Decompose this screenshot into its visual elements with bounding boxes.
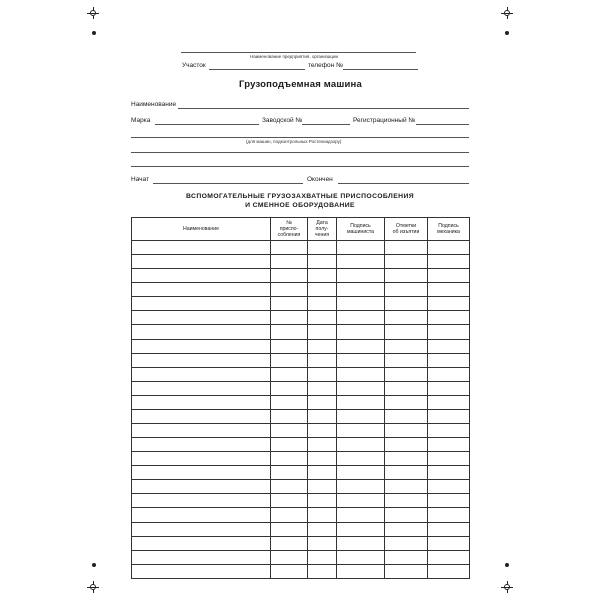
table-cell[interactable] xyxy=(385,339,428,353)
table-cell[interactable] xyxy=(271,452,308,466)
column-header-removal-marks: Отметки об изъятии xyxy=(385,218,428,241)
table-cell[interactable] xyxy=(308,381,337,395)
table-row xyxy=(132,409,470,423)
table-cell[interactable] xyxy=(428,480,470,494)
table-cell[interactable] xyxy=(132,353,271,367)
table-cell[interactable] xyxy=(428,311,470,325)
factory-number-label: Заводской № xyxy=(262,117,303,124)
corner-dot-top-left xyxy=(92,31,96,35)
section-title xyxy=(131,193,469,210)
table-cell[interactable] xyxy=(385,438,428,452)
table-cell[interactable] xyxy=(337,395,385,409)
table-cell[interactable] xyxy=(271,381,308,395)
table-cell[interactable] xyxy=(385,508,428,522)
table-cell[interactable] xyxy=(385,522,428,536)
table-row xyxy=(132,241,470,255)
table-row xyxy=(132,367,470,381)
table-cell[interactable] xyxy=(132,536,271,550)
table-cell[interactable] xyxy=(385,395,428,409)
table-cell[interactable] xyxy=(428,255,470,269)
start-line[interactable] xyxy=(153,183,303,184)
table-row xyxy=(132,424,470,438)
section-title-line2: И СМЕННОЕ ОБОРУДОВАНИЕ xyxy=(245,201,355,209)
column-header-device-number: № приспо- собления xyxy=(271,218,308,241)
table-cell[interactable] xyxy=(132,325,271,339)
table-cell[interactable] xyxy=(428,325,470,339)
table-cell[interactable] xyxy=(428,550,470,564)
table-cell[interactable] xyxy=(132,395,271,409)
table-cell[interactable] xyxy=(271,325,308,339)
table-row xyxy=(132,283,470,297)
table-cell[interactable] xyxy=(271,297,308,311)
table-cell[interactable] xyxy=(337,508,385,522)
table-cell[interactable] xyxy=(337,283,385,297)
column-header-name: Наименование xyxy=(132,218,271,241)
table-row xyxy=(132,269,470,283)
table-cell[interactable] xyxy=(271,564,308,578)
table-cell[interactable] xyxy=(271,311,308,325)
table-cell[interactable] xyxy=(271,438,308,452)
table-cell[interactable] xyxy=(337,480,385,494)
table-cell[interactable] xyxy=(308,395,337,409)
table-cell[interactable] xyxy=(132,297,271,311)
table-cell[interactable] xyxy=(271,508,308,522)
extra-line-2[interactable] xyxy=(131,152,469,153)
table-cell[interactable] xyxy=(132,522,271,536)
table-cell[interactable] xyxy=(428,241,470,255)
table-cell[interactable] xyxy=(385,424,428,438)
table-cell[interactable] xyxy=(271,339,308,353)
table-cell[interactable] xyxy=(271,409,308,423)
phone-line[interactable] xyxy=(343,69,418,70)
table-cell[interactable] xyxy=(385,311,428,325)
table-row xyxy=(132,255,470,269)
table-cell[interactable] xyxy=(428,269,470,283)
table-cell[interactable] xyxy=(308,508,337,522)
table-cell[interactable] xyxy=(385,325,428,339)
end-line[interactable] xyxy=(338,183,469,184)
table-cell[interactable] xyxy=(308,311,337,325)
equipment-table xyxy=(131,217,470,579)
table-row xyxy=(132,339,470,353)
table-row xyxy=(132,536,470,550)
table-cell[interactable] xyxy=(337,339,385,353)
table-cell[interactable] xyxy=(132,480,271,494)
table-cell[interactable] xyxy=(385,255,428,269)
table-cell[interactable] xyxy=(337,311,385,325)
table-cell[interactable] xyxy=(132,255,271,269)
table-cell[interactable] xyxy=(428,536,470,550)
extra-line-3[interactable] xyxy=(131,166,469,167)
table-row xyxy=(132,480,470,494)
table-cell[interactable] xyxy=(385,564,428,578)
table-cell[interactable] xyxy=(337,438,385,452)
table-cell[interactable] xyxy=(385,283,428,297)
table-cell[interactable] xyxy=(385,381,428,395)
rostekhnadzor-caption: (для машин, подконтрольных Ростехнадзору) xyxy=(246,139,342,144)
table-cell[interactable] xyxy=(308,536,337,550)
table-row xyxy=(132,466,470,480)
factory-number-line[interactable] xyxy=(302,124,350,125)
table-cell[interactable] xyxy=(308,564,337,578)
table-cell[interactable] xyxy=(385,409,428,423)
organization-caption: Наименование предприятия, организации xyxy=(250,54,339,59)
table-cell[interactable] xyxy=(385,269,428,283)
table-cell[interactable] xyxy=(308,438,337,452)
table-cell[interactable] xyxy=(337,466,385,480)
table-cell[interactable] xyxy=(308,424,337,438)
table-cell[interactable] xyxy=(337,452,385,466)
table-cell[interactable] xyxy=(428,395,470,409)
table-cell[interactable] xyxy=(271,522,308,536)
registration-number-line[interactable] xyxy=(416,124,469,125)
table-row xyxy=(132,395,470,409)
table-cell[interactable] xyxy=(271,283,308,297)
table-body xyxy=(132,241,470,579)
section-line[interactable] xyxy=(209,69,305,70)
table-cell[interactable] xyxy=(132,550,271,564)
table-cell[interactable] xyxy=(385,466,428,480)
table-cell[interactable] xyxy=(428,452,470,466)
phone-label: телефон № xyxy=(308,62,344,69)
registration-number-label: Регистрационный № xyxy=(353,117,416,124)
table-cell[interactable] xyxy=(337,564,385,578)
registration-mark-bottom-left xyxy=(87,581,99,593)
table-cell[interactable] xyxy=(271,353,308,367)
table-cell[interactable] xyxy=(271,480,308,494)
table-row xyxy=(132,564,470,578)
table-row xyxy=(132,325,470,339)
table-cell[interactable] xyxy=(308,522,337,536)
table-cell[interactable] xyxy=(337,255,385,269)
section-label: Участок xyxy=(182,62,206,69)
table-cell[interactable] xyxy=(428,522,470,536)
end-label: Окончен xyxy=(307,176,333,183)
table-cell[interactable] xyxy=(308,283,337,297)
section-title-line1: ВСПОМОГАТЕЛЬНЫЕ ГРУЗОЗАХВАТНЫЕ ПРИСПОСОБЛЕНИЯ xyxy=(185,193,415,200)
page-title: Грузоподъемная машина xyxy=(239,79,362,90)
table-cell[interactable] xyxy=(308,452,337,466)
table-cell[interactable] xyxy=(271,550,308,564)
column-header-mechanic-signature: Подпись механика xyxy=(428,218,470,241)
table-cell[interactable] xyxy=(271,269,308,283)
table-cell[interactable] xyxy=(132,367,271,381)
table-cell[interactable] xyxy=(428,409,470,423)
corner-dot-top-right xyxy=(505,31,509,35)
table-row xyxy=(132,297,470,311)
table-cell[interactable] xyxy=(337,269,385,283)
table-row xyxy=(132,452,470,466)
table-row xyxy=(132,438,470,452)
table-cell[interactable] xyxy=(308,367,337,381)
table-cell[interactable] xyxy=(337,367,385,381)
table-cell[interactable] xyxy=(428,424,470,438)
table-cell[interactable] xyxy=(337,241,385,255)
table-cell[interactable] xyxy=(308,480,337,494)
table-cell[interactable] xyxy=(428,494,470,508)
table-cell[interactable] xyxy=(428,353,470,367)
table-cell[interactable] xyxy=(428,297,470,311)
table-row xyxy=(132,550,470,564)
name-label: Наименование xyxy=(131,101,177,108)
name-line[interactable] xyxy=(178,108,469,109)
table-cell[interactable] xyxy=(132,424,271,438)
table-cell[interactable] xyxy=(271,536,308,550)
table-cell[interactable] xyxy=(385,353,428,367)
table-cell[interactable] xyxy=(337,494,385,508)
brand-line[interactable] xyxy=(155,124,259,125)
start-label: Начат xyxy=(131,176,150,183)
corner-dot-bottom-left xyxy=(92,563,96,567)
table-cell[interactable] xyxy=(132,339,271,353)
registration-mark-top-left xyxy=(87,7,99,19)
organization-line[interactable] xyxy=(181,52,416,53)
table-cell[interactable] xyxy=(308,494,337,508)
table-cell[interactable] xyxy=(337,297,385,311)
table-cell[interactable] xyxy=(428,438,470,452)
table-cell[interactable] xyxy=(308,297,337,311)
table-header-row xyxy=(132,218,470,241)
table-row xyxy=(132,494,470,508)
table-cell[interactable] xyxy=(132,409,271,423)
registration-mark-top-right xyxy=(501,7,513,19)
table-cell[interactable] xyxy=(132,381,271,395)
table-cell[interactable] xyxy=(428,508,470,522)
table-cell[interactable] xyxy=(337,536,385,550)
table-cell[interactable] xyxy=(308,241,337,255)
table-cell[interactable] xyxy=(132,452,271,466)
table-cell[interactable] xyxy=(308,255,337,269)
table-cell[interactable] xyxy=(271,466,308,480)
table-cell[interactable] xyxy=(385,494,428,508)
table-cell[interactable] xyxy=(385,480,428,494)
table-cell[interactable] xyxy=(271,255,308,269)
table-cell[interactable] xyxy=(271,395,308,409)
table-cell[interactable] xyxy=(271,367,308,381)
table-cell[interactable] xyxy=(337,325,385,339)
table-row xyxy=(132,508,470,522)
table-cell[interactable] xyxy=(308,353,337,367)
table-row xyxy=(132,353,470,367)
table-cell[interactable] xyxy=(132,438,271,452)
table-cell[interactable] xyxy=(271,424,308,438)
table-cell[interactable] xyxy=(337,522,385,536)
table-cell[interactable] xyxy=(428,283,470,297)
table-cell[interactable] xyxy=(385,536,428,550)
table-cell[interactable] xyxy=(132,283,271,297)
table-row xyxy=(132,522,470,536)
table-cell[interactable] xyxy=(132,508,271,522)
table-cell[interactable] xyxy=(337,381,385,395)
table-cell[interactable] xyxy=(337,424,385,438)
table-cell[interactable] xyxy=(308,325,337,339)
registration-mark-bottom-right xyxy=(501,581,513,593)
extra-line-1[interactable] xyxy=(131,137,469,138)
table-cell[interactable] xyxy=(308,269,337,283)
table-cell[interactable] xyxy=(385,241,428,255)
table-cell[interactable] xyxy=(385,452,428,466)
table-cell[interactable] xyxy=(385,297,428,311)
table-cell[interactable] xyxy=(132,466,271,480)
column-header-operator-signature: Подпись машиниста xyxy=(337,218,385,241)
table-cell[interactable] xyxy=(337,353,385,367)
brand-label: Марка xyxy=(131,117,151,124)
table-cell[interactable] xyxy=(428,367,470,381)
table-cell[interactable] xyxy=(428,466,470,480)
table-cell[interactable] xyxy=(132,311,271,325)
table-row xyxy=(132,311,470,325)
table-cell[interactable] xyxy=(271,241,308,255)
table-row xyxy=(132,381,470,395)
table-cell[interactable] xyxy=(271,494,308,508)
table-cell[interactable] xyxy=(337,409,385,423)
table-cell[interactable] xyxy=(308,550,337,564)
table-cell[interactable] xyxy=(385,550,428,564)
table-cell[interactable] xyxy=(428,339,470,353)
table-cell[interactable] xyxy=(308,466,337,480)
table-cell[interactable] xyxy=(428,381,470,395)
column-header-receipt-date: Дата полу- чения xyxy=(308,218,337,241)
table-cell[interactable] xyxy=(132,494,271,508)
table-cell[interactable] xyxy=(308,339,337,353)
table-cell[interactable] xyxy=(308,409,337,423)
table-cell[interactable] xyxy=(132,564,271,578)
table-cell[interactable] xyxy=(337,550,385,564)
table-cell[interactable] xyxy=(428,564,470,578)
table-cell[interactable] xyxy=(132,269,271,283)
corner-dot-bottom-right xyxy=(505,563,509,567)
table-cell[interactable] xyxy=(385,367,428,381)
table-cell[interactable] xyxy=(132,241,271,255)
